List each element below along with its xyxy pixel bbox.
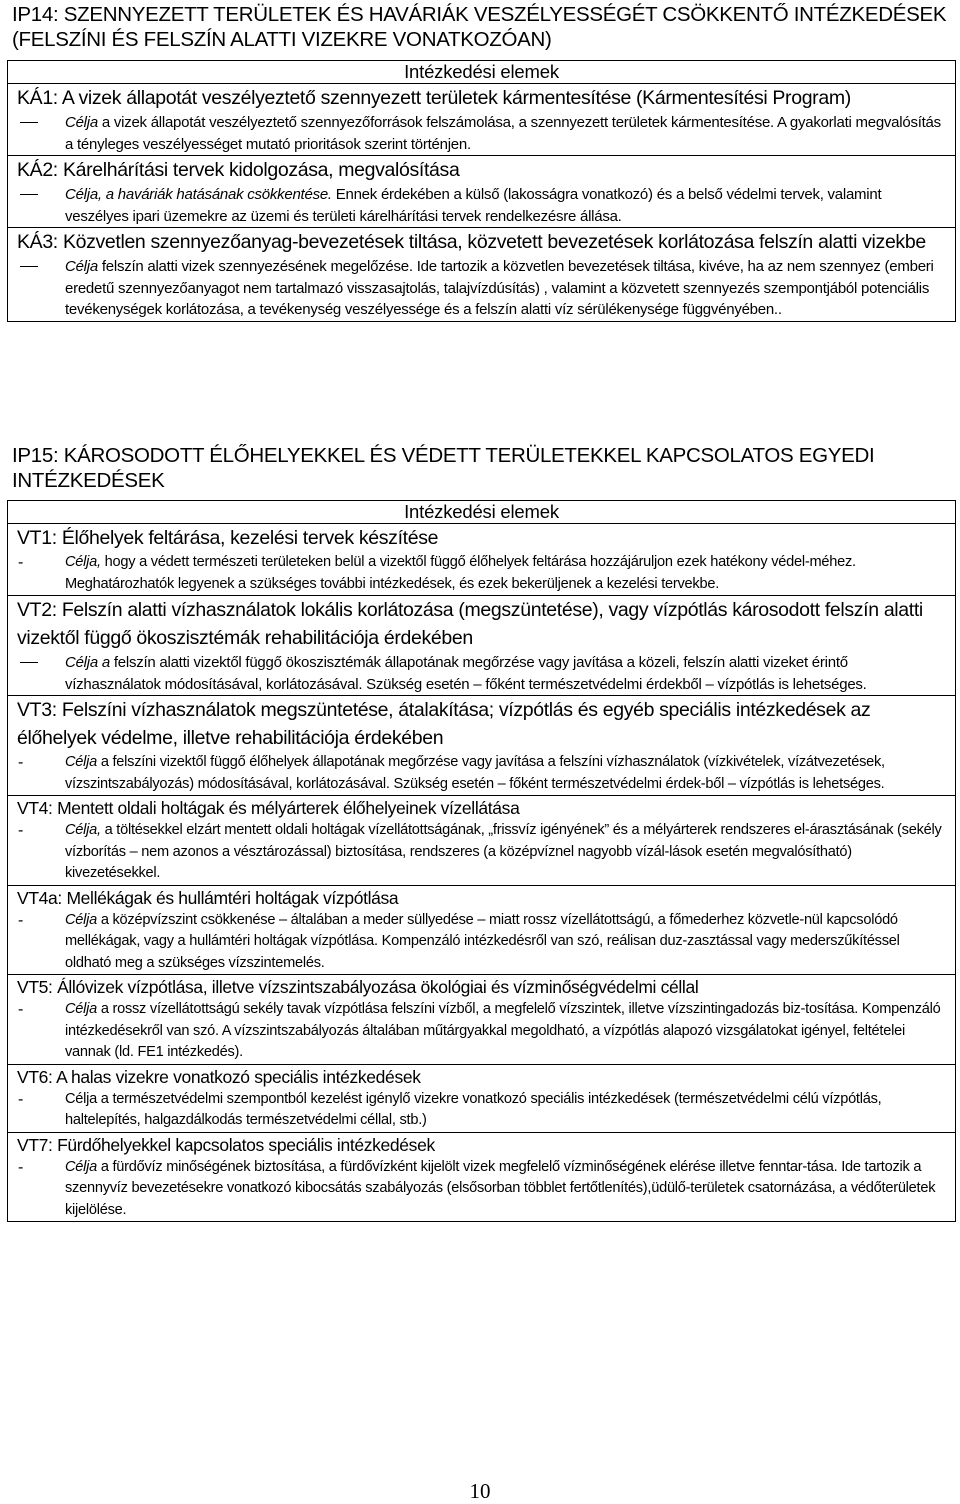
measure-title: KÁ3: Közvetlen szennyezőanyag-bevezetések tiltása, közvetett bevezetések korlátozása felszín alatti vizekbe bbox=[17, 231, 926, 253]
ip15-measures-table bbox=[7, 500, 956, 1222]
description-text: a vizek állapotát veszélyeztető szennyezőforrások felszámolása, a szennyezett területek kármentesítése. A gyakorlati megvalósítás a tényleges veszélyességet mutató prioritások szerint történjen. bbox=[65, 114, 941, 153]
measure-description bbox=[8, 652, 955, 695]
measure-title: VT4a: Mellékágak és hullámtéri holtágak vízpótlása bbox=[17, 887, 399, 908]
hyphen-bullet-icon: - bbox=[18, 1158, 24, 1176]
measure-description bbox=[8, 999, 955, 1064]
page-number: 10 bbox=[469, 1479, 491, 1503]
ip14-measures-table bbox=[7, 60, 956, 322]
ip15-title-line1: IP15: KÁROSODOTT ÉLŐHELYEKKEL ÉS VÉDETT TERÜLETEKKEL KAPCSOLATOS EGYEDI bbox=[12, 444, 875, 467]
description-text: a fürdővíz minőségének biztosítása, a fürdővízként kijelölt vizek megfelelő vízminőségének elérése illetve fenntar-tása. Ide tartozik a szennyvíz bevezetésekre vonatkozó kibocsátás szabályozás (elsősorban többlet fertőtlenítés),üdülő-területek csatornázása, a védőterületek kijelölése. bbox=[65, 1158, 936, 1218]
measure-title: VT4: Mentett oldali holtágak és mélyárterek élőhelyeinek vízellátása bbox=[17, 798, 520, 818]
description-text: Ennek érdekében a külső (lakosságra vonatkozó) és a belső védelmi tervek, valamint veszélyes ipari üzemekre az üzemi és területi kárelhárítási tervek rendelkezésre állása. bbox=[65, 186, 882, 225]
ip14-row-ka1 bbox=[8, 84, 955, 156]
measure-title: VT2: Felszín alatti vízhasználatok lokális korlátozása (megszüntetése), vagy vízpótlás károsodott felszín alatti vizektől függő ökoszisztémák rehabilitációja érdekében bbox=[17, 599, 923, 649]
measure-title: VT3: Felszíni vízhasználatok megszüntetése, átalakítása; vízpótlás és egyéb speciális intézkedések az élőhelyek védelme, illetve rehabilitációja érdekében bbox=[17, 699, 871, 749]
ip15-row-vt3 bbox=[8, 696, 955, 796]
description-lead: Célja, a haváriák hatásának csökkentése. bbox=[65, 186, 332, 203]
measure-description bbox=[8, 552, 955, 595]
hyphen-bullet-icon: - bbox=[18, 554, 24, 571]
measure-description bbox=[8, 1157, 955, 1222]
measure-title: KÁ2: Kárelhárítási tervek kidolgozása, megvalósítása bbox=[17, 159, 460, 181]
ip15-table-header: Intézkedési elemek bbox=[8, 501, 955, 524]
measure-description bbox=[8, 752, 955, 795]
description-lead: Célja bbox=[65, 754, 98, 770]
measure-title: KÁ1: A vizek állapotát veszélyeztető szennyezett területek kármentesítése (Kármentesítési Program) bbox=[17, 87, 851, 109]
measure-description bbox=[8, 1089, 955, 1132]
measure-title: VT7: Fürdőhelyekkel kapcsolatos speciális intézkedések bbox=[17, 1134, 435, 1155]
measure-title: VT6: A halas vizekre vonatkozó speciális intézkedések bbox=[17, 1066, 421, 1087]
ip14-row-ka3 bbox=[8, 228, 955, 321]
measure-description bbox=[8, 820, 955, 885]
ip14-table-header: Intézkedési elemek bbox=[8, 61, 955, 84]
description-lead: Célja bbox=[65, 258, 98, 275]
ip15-row-vt6 bbox=[8, 1065, 955, 1133]
description-text: a középvízszint csökkenése – általában a meder süllyedése – miatt rossz vízellátottságú, a főmederhez közvetle-nül kapcsolódó mellékágak, vagy a hullámtéri holtágak vízpótlása. Kompenzáló intézkedésről van szó, reálisan duz-zasztással vagy mederszűkítéssel oldható meg a szükséges vízszintemelés. bbox=[65, 911, 900, 971]
description-text: a rossz vízellátottságú sekély tavak vízpótlása felszíni vízből, a megfelelő vízszintek, illetve vízszintingadozás biz-tosítása. Kompenzáló intézkedésekről van szó. A vízszintszabályozás általában műtárgyakkal megoldható, a vízpótlás alapozó vizsgálatokat igényel, feltételei vannak (ld. FE1 intézkedés). bbox=[65, 1001, 941, 1060]
hyphen-bullet-icon: - bbox=[18, 1090, 24, 1108]
ip15-title-line2: INTÉZKEDÉSEK bbox=[12, 469, 165, 492]
ip15-row-vt7 bbox=[8, 1133, 955, 1222]
description-lead: Célja bbox=[65, 114, 98, 131]
hyphen-bullet-icon: - bbox=[18, 822, 24, 839]
description-lead: Célja, bbox=[65, 822, 101, 838]
description-text: hogy a védett természeti területeken belül a vizektől függő élőhelyek feltárása hozzájáruljon ezek hatékony védel-méhez. Meghatározhatók legyenek a szükséges további intézkedések, és ezek bekerüljenek a kezelési tervekbe. bbox=[65, 554, 856, 592]
description-lead: Célja bbox=[65, 1158, 98, 1175]
ip15-row-vt2 bbox=[8, 596, 955, 696]
hyphen-bullet-icon: - bbox=[18, 911, 24, 929]
ip15-row-vt4a bbox=[8, 886, 955, 976]
ip15-title bbox=[12, 443, 952, 493]
ip14-row-ka2 bbox=[8, 156, 955, 228]
description-text: a töltésekkel elzárt mentett oldali holtágak vízellátottságának, „frissvíz igényének” és a mélyárterek rendszeres el-árasztásának (sekély vízborítás – nem azonos a vésztározással) biztosítása, rendszeres (a középvízne​l nagyobb vízál-lások esetén megvalósítható) kivezetésekkel. bbox=[65, 822, 942, 881]
measure-description bbox=[8, 112, 955, 155]
ip14-title-line1: IP14: SZENNYEZETT TERÜLETEK ÉS HAVÁRIÁK VESZÉLYESSÉGÉT CSÖKKENTŐ INTÉZKEDÉSEK bbox=[12, 3, 947, 26]
measure-description bbox=[8, 184, 955, 227]
ip14-title bbox=[12, 2, 952, 52]
description-lead: Célja a bbox=[65, 654, 110, 671]
description-text: Célja a természetvédelmi szempontból kezelést igénylő vizekre vonatkozó speciális intézkedések (természetvédelmi célú vízpótlás, haltelepítés, halgazdálkodás természetvédelmi céllal, stb.) bbox=[65, 1090, 882, 1128]
description-text: felszín alatti vizek szennyezésének megelőzése. Ide tartozik a közvetlen bevezetések tiltása, kivéve, ha az nem szennyez (emberi eredetű szennyezőanyagot nem tartalmazó visszasajtolás, talajvízdúsítás) , valamint a közvetett szennyezés szempontjából potenciális tevékenységek korlátozása, a tevékenység veszélyessége és a felszín alatti víz sérülékenysége függvényében.. bbox=[65, 258, 934, 318]
description-lead: Célja, bbox=[65, 554, 101, 570]
ip15-row-vt4 bbox=[8, 796, 955, 886]
description-text: a felszíni vizektől függő élőhelyek állapotának megőrzése vagy javítása a felszíni vízhasználatok (vízkivételek, vízátvezetések, vízszintszabályozás) módosításával, korlátozásával. Szükség esetén – főként természetvédelmi érdek-ből – vízpótlás is lehetséges. bbox=[65, 754, 885, 792]
measure-description bbox=[8, 256, 955, 321]
description-lead: Célja bbox=[65, 1001, 98, 1017]
ip15-row-vt5 bbox=[8, 975, 955, 1065]
hyphen-bullet-icon: - bbox=[18, 1001, 24, 1018]
ip15-row-vt1 bbox=[8, 524, 955, 596]
ip14-title-line2: (FELSZÍNI ÉS FELSZÍN ALATTI VIZEKRE VONATKOZÓAN) bbox=[12, 28, 552, 51]
description-text: felszín alatti vizektől függő ökoszisztémák állapotának megőrzése vagy javítása a közeli, felszín alatti vizeket érintő vízhasználatok módosításával, korlátozásával. Szükség esetén – főként természetvédelmi érdekből – vízpótlás is lehetséges. bbox=[65, 654, 867, 693]
hyphen-bullet-icon: - bbox=[18, 754, 24, 771]
measure-title: VT1: Élőhelyek feltárása, kezelési tervek készítése bbox=[17, 527, 439, 549]
description-lead: Célja bbox=[65, 911, 98, 928]
measure-title: VT5: Állóvizek vízpótlása, illetve vízszintszabályozása ökológiai és vízminőségvédelmi céllal bbox=[17, 977, 699, 997]
measure-description bbox=[8, 910, 955, 975]
